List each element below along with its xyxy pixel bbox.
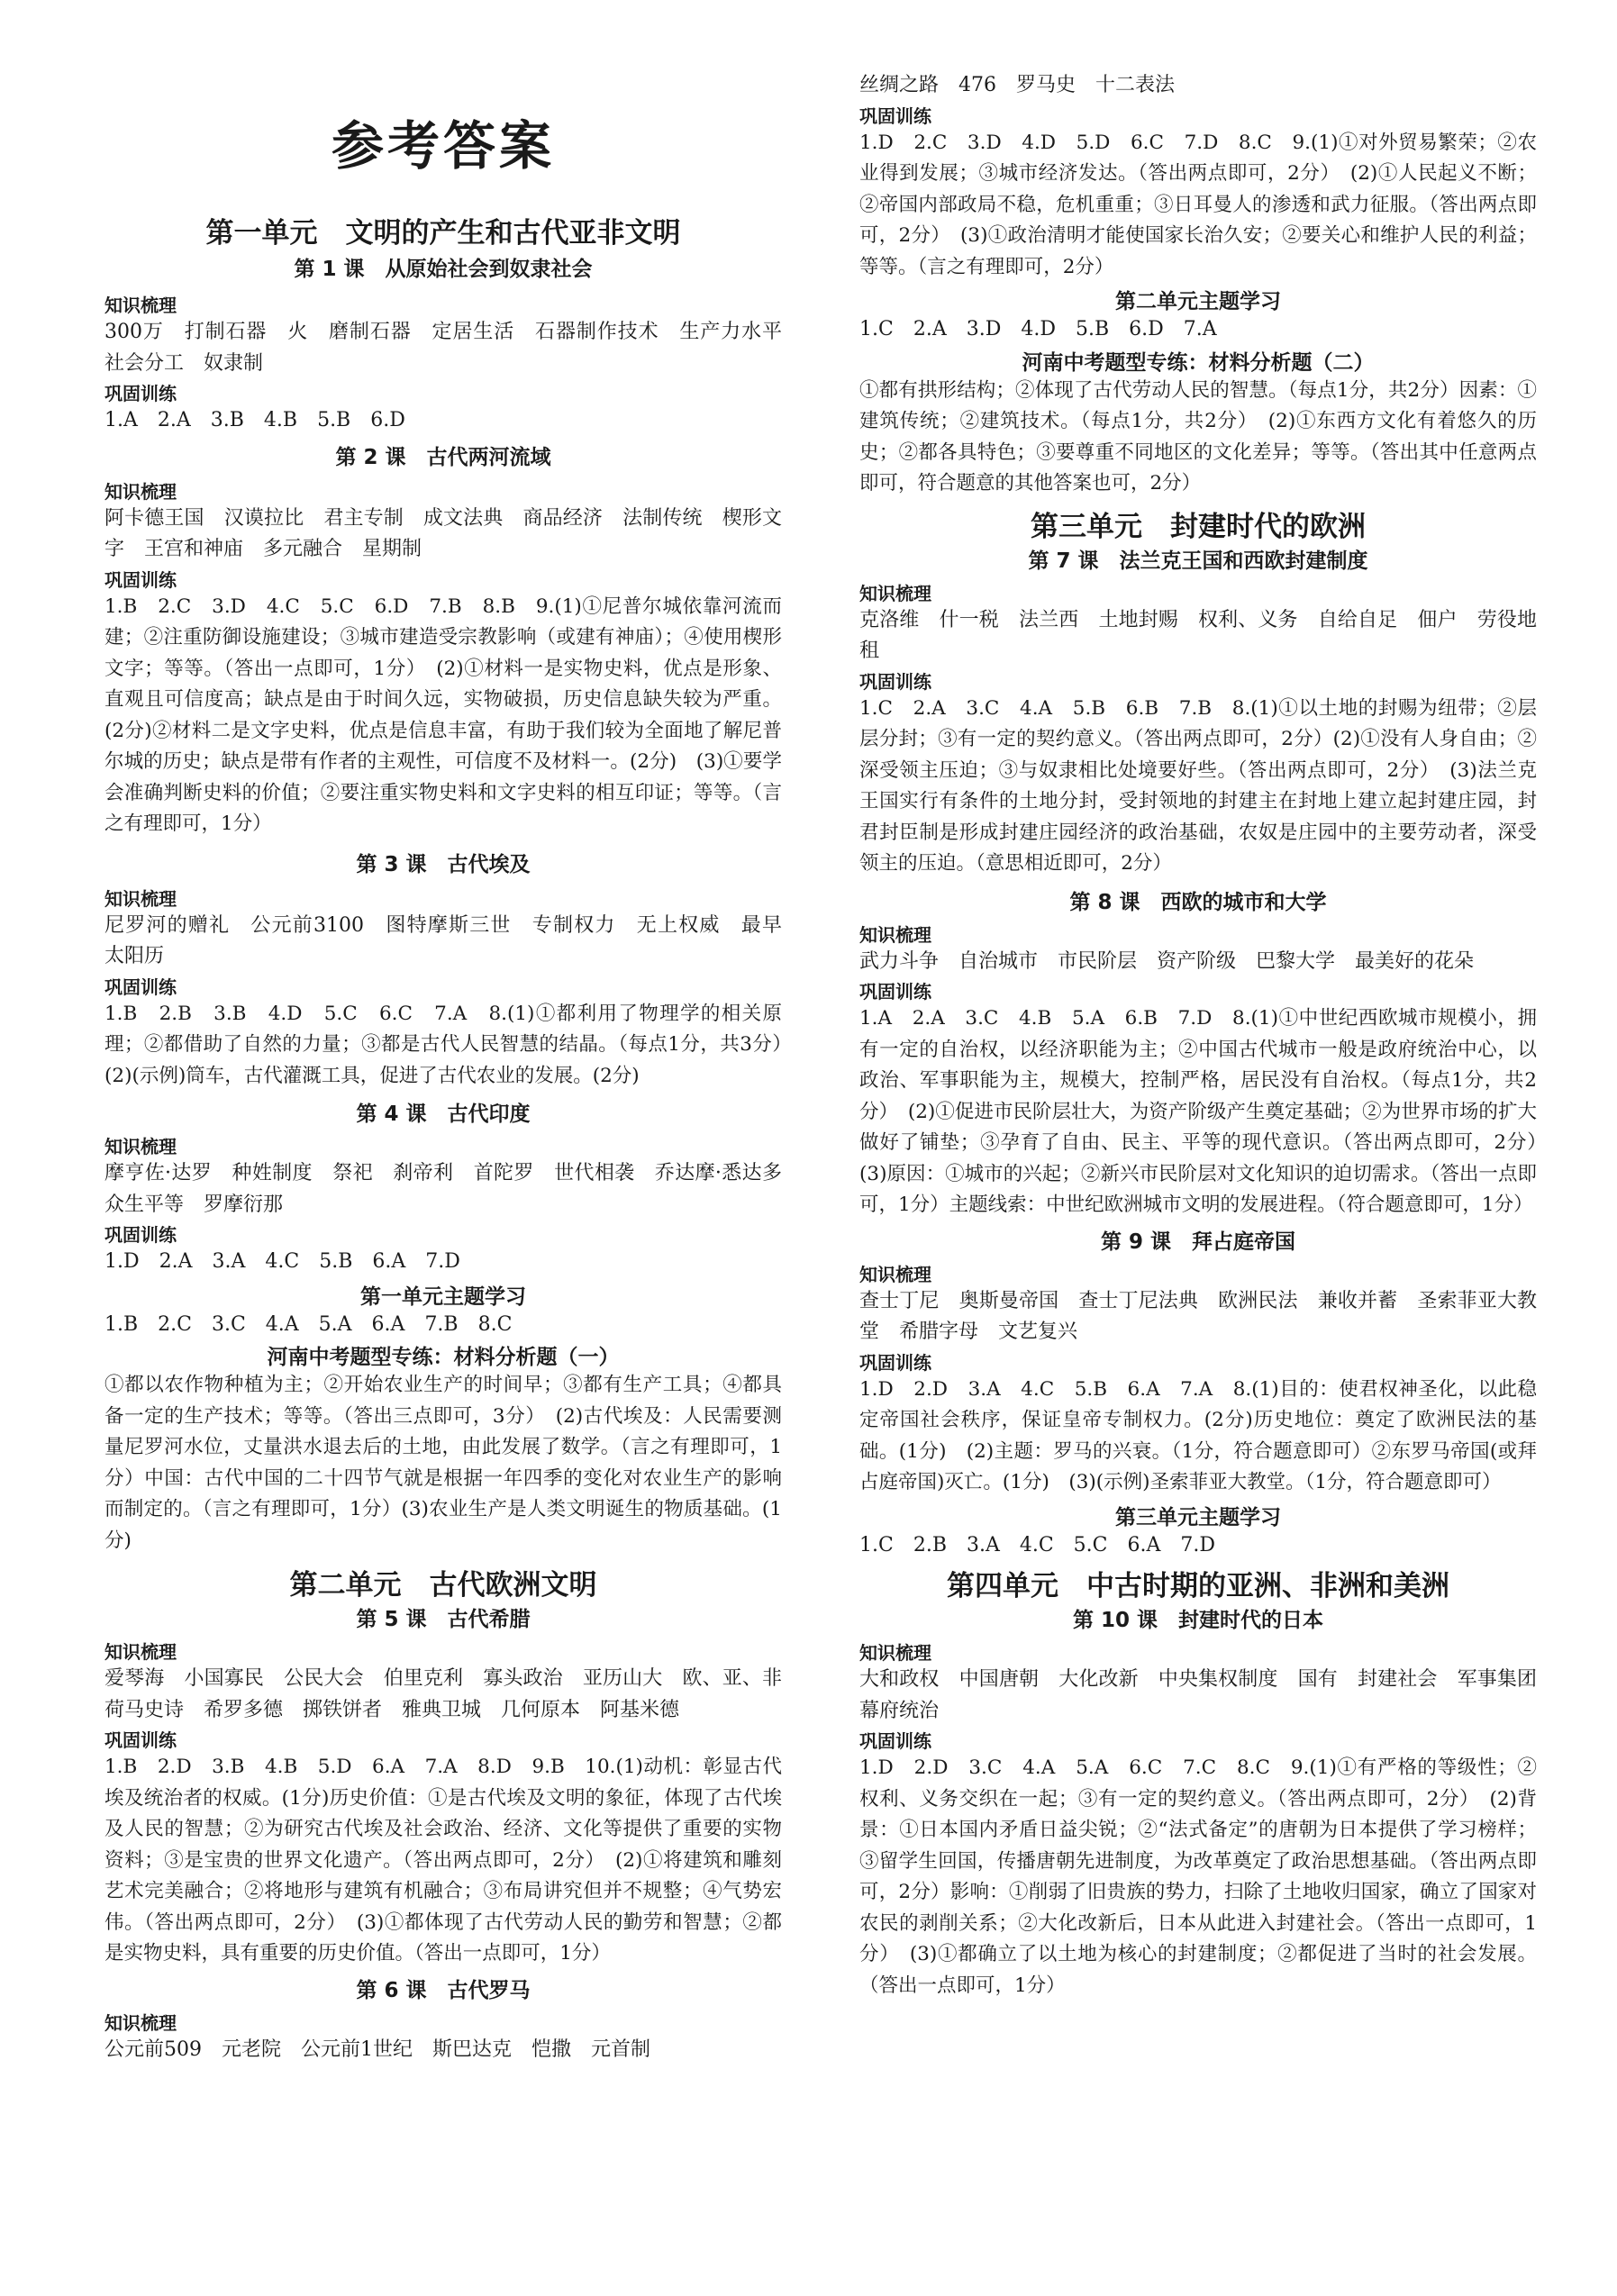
practice-label: 巩固训练: [104, 976, 177, 998]
lesson-6-answers: 1.D 2.C 3.D 4.D 5.D 6.C 7.D 8.C 9.(1)①对外贸易繁荣；②农业得到发展；③城市经济发达。（答出两点即可，2分） (2)①人民起义不断；②帝国内部政局不稳，危机重重；③日耳曼人的渗透和武力征服。（答出两点即可，2分） (3)①政治清明才能使国家长治久安；②要关心和维护人民的利益；等等。（言之有理即可，2分）: [859, 131, 1537, 278]
lesson-7-answers: 1.C 2.A 3.C 4.A 5.B 6.B 7.B 8.(1)①以土地的封赐为纽带；②层层分封；③有一定的契约意义。（答出两点即可，2分）(2)①没有人身自由；②深受领主压迫；③与奴隶相比处境要好些。（答出两点即可，2分） (3)法兰克王国实行有条件的土地分封，受封领地的封建主在封地上建立起封建庄园，封君封臣制是形成封建庄园经济的政治基础，农奴是庄园中的主要劳动者，深受领主的压迫。（意思相近即可，2分）: [859, 696, 1537, 875]
lesson-4-heading: 第 4 课 古代印度: [356, 1103, 531, 1126]
lesson-8-knowledge: 武力斗争 自治城市 市民阶层 资产阶级 巴黎大学 最美好的花朵: [859, 949, 1475, 973]
lesson-6-heading: 第 6 课 古代罗马: [356, 1978, 531, 2002]
practice-label: 巩固训练: [104, 1224, 177, 1246]
unit-2-review-heading: 第二单元主题学习: [1115, 290, 1281, 313]
unit-1-review-heading: 第一单元主题学习: [360, 1284, 526, 1309]
page-title: 参考答案: [331, 115, 555, 177]
knowledge-label: 知识梳理: [859, 923, 931, 946]
knowledge-label: 知识梳理: [104, 2011, 177, 2034]
unit-3-review-answers: 1.C 2.B 3.A 4.C 5.C 6.A 7.D: [859, 1533, 1216, 1556]
right-column: [859, 0, 1558, 2001]
lesson-4-answers: 1.D 2.A 3.A 4.C 5.B 6.A 7.D: [104, 1250, 460, 1273]
practice-label: 巩固训练: [859, 1730, 931, 1752]
unit-1-heading: 第一单元 文明的产生和古代亚非文明: [205, 217, 681, 250]
practice-label: 巩固训练: [104, 1729, 177, 1751]
henan-practice-2-heading: 河南中考题型专练：材料分析题（二）: [1022, 350, 1375, 375]
unit-2-heading: 第二单元 古代欧洲文明: [289, 1569, 597, 1602]
lesson-10-knowledge: 大和政权 中国唐朝 大化改新 中央集权制度 国有 封建社会 军事集团 幕府统治: [859, 1668, 1558, 1722]
lesson-2-knowledge: 阿卡德王国 汉谟拉比 君主专制 成文法典 商品经济 法制传统 楔形文字 王宫和神庙 多元融合 星期制: [104, 506, 782, 560]
left-column: [104, 0, 803, 2065]
knowledge-label: 知识梳理: [859, 1263, 931, 1285]
lesson-3-heading: 第 3 课 古代埃及: [356, 852, 531, 876]
practice-label: 巩固训练: [859, 670, 931, 693]
unit-4-heading: 第四单元 中古时期的亚洲、非洲和美洲: [947, 1570, 1449, 1602]
practice-label: 巩固训练: [104, 383, 177, 404]
knowledge-label: 知识梳理: [104, 887, 177, 910]
lesson-3-answers: 1.B 2.B 3.B 4.D 5.C 6.C 7.A 8.(1)①都利用了物理学的相关原理；②都借助了自然的力量；③都是古代人民智慧的结晶。（每点1分，共3分） (2)(示例)筒车，古代灌溉工具，促进了古代农业的发展。(2分): [104, 1002, 802, 1087]
knowledge-label: 知识梳理: [859, 582, 931, 604]
lesson-6-knowledge: 公元前509 元老院 公元前1世纪 斯巴达克 恺撒 元首制: [104, 2037, 650, 2061]
lesson-3-knowledge: 尼罗河的赠礼 公元前3100 图特摩斯三世 专制权力 无上权威 最早 太阳历: [104, 913, 803, 967]
knowledge-label: 知识梳理: [104, 1136, 177, 1157]
knowledge-label: 知识梳理: [104, 1641, 177, 1663]
lesson-6-knowledge-cont: 丝绸之路 476 罗马史 十二表法: [859, 74, 1175, 96]
lesson-9-knowledge: 查士丁尼 奥斯曼帝国 查士丁尼法典 欧洲民法 兼收并蓄 圣索菲亚大教堂 希腊字母 文艺复兴: [859, 1289, 1537, 1343]
practice-label: 巩固训练: [104, 568, 177, 591]
unit-3-review-heading: 第三单元主题学习: [1115, 1505, 1281, 1529]
lesson-7-heading: 第 7 课 法兰克王国和西欧封建制度: [1028, 549, 1368, 573]
lesson-5-knowledge: 爱琴海 小国寡民 公民大会 伯里克利 寡头政治 亚历山大 欧、亚、非 荷马史诗 希罗多德 掷铁饼者 雅典卫城 几何原本 阿基米德: [104, 1667, 803, 1721]
lesson-2-heading: 第 2 课 古代两河流域: [335, 445, 551, 469]
practice-label: 巩固训练: [859, 104, 931, 127]
knowledge-label: 知识梳理: [104, 480, 177, 503]
lesson-8-heading: 第 8 课 西欧的城市和大学: [1069, 890, 1327, 914]
henan-practice-2-answers: ①都有拱形结构；②体现了古代劳动人民的智慧。（每点1分，共2分）因素：①建筑传统；②建筑技术。（每点1分，共2分） (2)①东西方文化有着悠久的历史；②都各具特色；③要尊重不同地区的文化差异；等等。（答出其中任意两点即可，符合题意的其他答案也可，2分）: [859, 378, 1537, 495]
lesson-9-heading: 第 9 课 拜占庭帝国: [1100, 1230, 1296, 1254]
lesson-9-answers: 1.D 2.D 3.A 4.C 5.B 6.A 7.A 8.(1)目的：使君权神圣化，以此稳定帝国社会秩序，保证皇帝专制权力。(2分)历史地位：奠定了欧洲民法的基础。(1分) (2)主题：罗马的兴衰。（1分，符合题意即可）②东罗马帝国(或拜占庭帝国)灭亡。(1分) (3)(示例)圣索菲亚大教堂。（1分，符合题意即可）: [859, 1377, 1537, 1493]
practice-label: 巩固训练: [859, 1351, 931, 1374]
lesson-7-knowledge: 克洛维 什一税 法兰西 土地封赐 权利、义务 自给自足 佃户 劳役地租: [859, 608, 1537, 662]
lesson-2-answers: 1.B 2.C 3.D 4.C 5.C 6.D 7.B 8.B 9.(1)①尼普尔城依靠河流而建；②注重防御设施建设；③城市建造受宗教影响（或建有神庙）；④使用楔形文字；等等。（答出一点即可，1分） (2)①材料一是实物史料，优点是形象、直观且可信度高；缺点是由于时间久远，实物破损，历史信息缺失较为严重。(2分)②材料二是文字史料，优点是信息丰富，有助于我们较为全面地了解尼普尔城的历史；缺点是带有作者的主观性，可信度不及材料一。(2分) (3)①要学会准确判断史料的价值；②要注重实物史料和文字史料的相互印证；等等。（言之有理即可，1分）: [104, 594, 782, 835]
practice-label: 巩固训练: [859, 981, 931, 1003]
lesson-8-answers: 1.A 2.A 3.C 4.B 5.A 6.B 7.D 8.(1)①中世纪西欧城市规模小，拥有一定的自治权，以经济职能为主；②中国古代城市一般是政府统治中心，以政治、军事职能为主，规模大，控制严格，居民没有自治权。（每点1分，共2分） (2)①促进市民阶层壮大，为资产阶级产生奠定基础；②为世界市场的扩大做好了铺垫；③孕育了自由、民主、平等的现代意识。（答出两点即可，2分） (3)原因：①城市的兴起；②新兴市民阶层对文化知识的迫切需求。（答出一点即可，1分）主题线索：中世纪欧洲城市文明的发展进程。（符合题意即可，1分）: [859, 1007, 1557, 1216]
unit-1-review-answers: 1.B 2.C 3.C 4.A 5.A 6.A 7.B 8.C: [104, 1312, 513, 1336]
unit-2-review-answers: 1.C 2.A 3.D 4.D 5.B 6.D 7.A: [859, 318, 1217, 340]
lesson-5-heading: 第 5 课 古代希腊: [356, 1608, 531, 1631]
lesson-1-answers: 1.A 2.A 3.B 4.B 5.B 6.D: [104, 409, 405, 431]
lesson-10-heading: 第 10 课 封建时代的日本: [1072, 1609, 1324, 1632]
knowledge-label: 知识梳理: [859, 1642, 931, 1664]
lesson-10-answers: 1.D 2.D 3.C 4.A 5.A 6.C 7.C 8.C 9.(1)①有严格的等级性；②权利、义务交织在一起；③有一定的契约意义。（答出两点即可，2分） (2)背景：①日本国内矛盾日益尖锐；②“法式备定”的唐朝为日本提供了学习榜样；③留学生回国，传播唐朝先进制度，为改革奠定了政治思想基础。（答出两点即可，2分）影响：①削弱了旧贵族的势力，扫除了土地收归国家，确立了国家对农民的剥削关系；②大化改新后，日本从此进入封建社会。（答出一点即可，1分） (3)①都确立了以土地为核心的封建制度；②都促进了当时的社会发展。（答出一点即可，1分）: [859, 1756, 1537, 1997]
henan-practice-1-answers: ①都以农作物种植为主；②开始农业生产的时间早；③都有生产工具；④都具备一定的生产技术；等等。（答出三点即可，3分） (2)古代埃及：人民需要测量尼罗河水位，丈量洪水退去后的土地，由此发展了数学。（言之有理即可，1分）中国：古代中国的二十四节气就是根据一年四季的变化对农业生产的影响而制定的。（言之有理即可，1分）(3)农业生产是人类文明诞生的物质基础。(1分): [104, 1374, 782, 1552]
unit-3-heading: 第三单元 封建时代的欧洲: [1031, 510, 1366, 543]
lesson-1-heading: 第 1 课 从原始社会到奴隶社会: [294, 258, 593, 281]
lesson-1-knowledge: 300万 打制石器 火 磨制石器 定居生活 石器制作技术 生产力水平 社会分工 奴隶制: [104, 321, 803, 375]
henan-practice-1-heading: 河南中考题型专练：材料分析题（一）: [267, 1346, 620, 1369]
knowledge-label: 知识梳理: [104, 295, 177, 316]
lesson-4-knowledge: 摩亨佐·达罗 种姓制度 祭祀 刹帝利 首陀罗 世代相袭 乔达摩·悉达多 众生平等 罗摩衍那: [104, 1162, 803, 1216]
lesson-5-answers: 1.B 2.D 3.B 4.B 5.D 6.A 7.A 8.D 9.B 10.(1)动机：彰显古代埃及统治者的权威。(1分)历史价值：①是古代埃及文明的象征，体现了古代埃及人民的智慧；②为研究古代埃及社会政治、经济、文化等提供了重要的实物资料；③是宝贵的世界文化遗产。（答出两点即可，2分） (2)①将建筑和雕刻艺术完美融合；②将地形与建筑有机融合；③布局讲究但并不规整；④气势宏伟。（答出两点即可，2分） (3)①都体现了古代劳动人民的勤劳和智慧；②都是实物史料，具有重要的历史价值。（答出一点即可，1分）: [104, 1756, 782, 1965]
